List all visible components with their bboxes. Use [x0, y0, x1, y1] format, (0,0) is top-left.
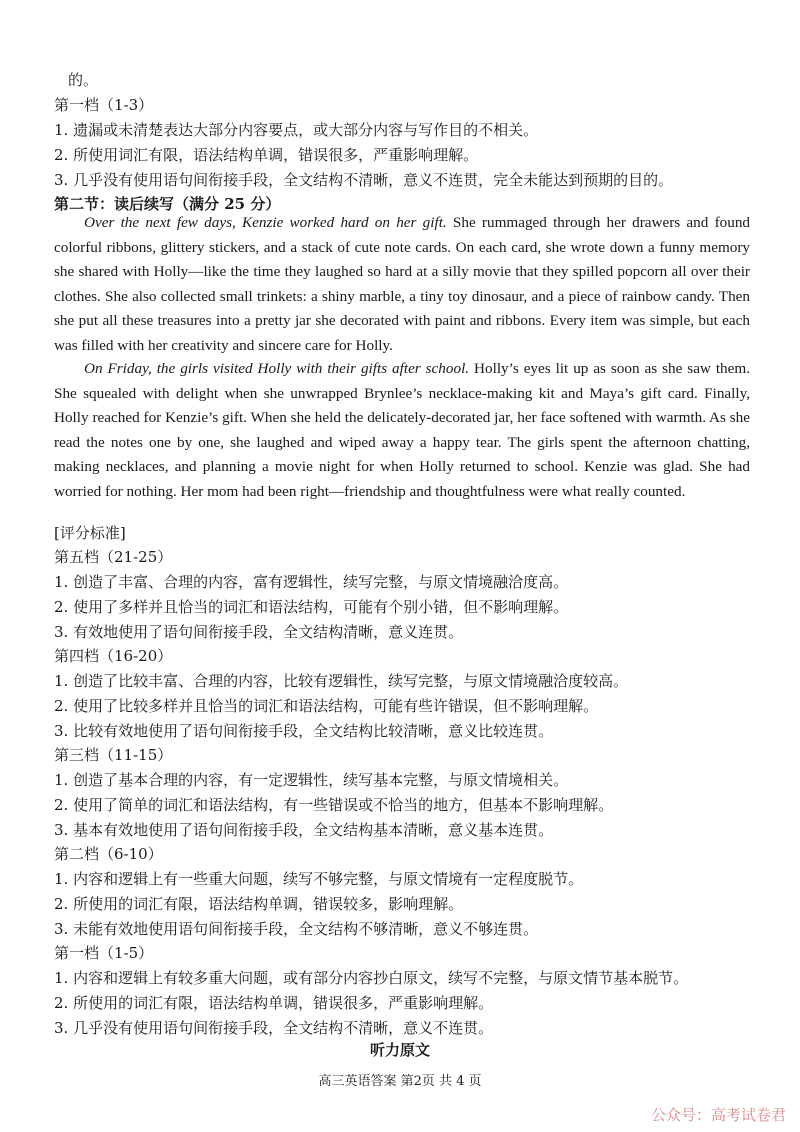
criteria-item: 3. 有效地使用了语句间衔接手段，全文结构清晰，意义连贯。 — [54, 623, 464, 641]
story-paragraph-1 — [54, 211, 750, 358]
criteria-item: 1. 创造了基本合理的内容，有一定逻辑性，续写基本完整，与原文情境相关。 — [54, 771, 569, 789]
criteria-item: 2. 所使用的词汇有限，语法结构单调，错误很多，严重影响理解。 — [54, 994, 494, 1012]
criteria-label: [评分标准] — [54, 524, 126, 542]
criteria-item: 3. 未能有效地使用语句间衔接手段，全文结构不够清晰，意义不够连贯。 — [54, 920, 539, 938]
criteria-item: 1. 创造了丰富、合理的内容，富有逻辑性，续写完整，与原文情境融洽度高。 — [54, 573, 569, 591]
continuation-text: 的。 — [68, 71, 99, 89]
band-title: 第五档（21-25） — [54, 548, 173, 566]
story-lead-sentence: Over the next few days, Kenzie worked hard on her gift. — [84, 214, 447, 231]
criteria-item: 2. 所使用词汇有限，语法结构单调，错误很多，严重影响理解。 — [54, 146, 479, 164]
criteria-item: 2. 使用了多样并且恰当的词汇和语法结构，可能有个别小错，但不影响理解。 — [54, 598, 569, 616]
story-text: Holly’s eyes lit up as soon as she saw them. She squealed with delight when she unwrapped Brynlee’s necklace-making kit and Maya’s gift card. Finally, Holly reached for Kenzie’s gift. When she held the delicately-decorated jar, her face softened with warmth. As she read the notes one by one, she laughed and wiped away a happy tear. The girls spent the afternoon chatting, making necklaces, and planning a movie night for when Holly returned to school. Kenzie was glad. She had worried for nothing. Her mom had been right—friendship and thoughtfulness were what really counted. — [54, 360, 750, 500]
listening-heading: 听力原文 — [369, 1041, 430, 1059]
watermark: 公众号：高考试卷君 — [650, 1106, 786, 1124]
criteria-item: 3. 几乎没有使用语句间衔接手段，全文结构不清晰，意义不连贯，完全未能达到预期的目的。 — [54, 171, 674, 189]
story-paragraph-2 — [54, 357, 750, 504]
criteria-item: 2. 使用了简单的词汇和语法结构，有一些错误或不恰当的地方，但基本不影响理解。 — [54, 796, 614, 814]
criteria-item: 1. 内容和逻辑上有一些重大问题，续写不够完整，与原文情境有一定程度脱节。 — [54, 870, 584, 888]
band-title: 第四档（16-20） — [54, 647, 173, 665]
story-lead-sentence: On Friday, the girls visited Holly with their gifts after school. — [84, 360, 470, 377]
criteria-item: 1. 创造了比较丰富、合理的内容，比较有逻辑性，续写完整，与原文情境融洽度较高。 — [54, 672, 629, 690]
criteria-item: 3. 比较有效地使用了语句间衔接手段，全文结构比较清晰，意义比较连贯。 — [54, 722, 554, 740]
band-title: 第一档（1-5） — [54, 944, 154, 962]
band-title: 第二档（6-10） — [54, 845, 163, 863]
criteria-item: 3. 基本有效地使用了语句间衔接手段，全文结构基本清晰，意义基本连贯。 — [54, 821, 554, 839]
criteria-item: 1. 遗漏或未清楚表达大部分内容要点，或大部分内容与写作目的不相关。 — [54, 121, 539, 139]
section-heading: 第二节：读后续写（满分 25 分） — [54, 195, 281, 213]
criteria-item: 3. 几乎没有使用语句间衔接手段，全文结构不清晰，意义不连贯。 — [54, 1019, 494, 1037]
criteria-item: 1. 内容和逻辑上有较多重大问题，或有部分内容抄白原文，续写不完整，与原文情节基本脱节。 — [54, 969, 689, 987]
page-footer: 高三英语答案 第2页 共 4 页 — [318, 1074, 482, 1089]
criteria-item: 2. 所使用的词汇有限，语法结构单调，错误较多，影响理解。 — [54, 895, 464, 913]
story-text: She rummaged through her drawers and found colorful ribbons, glittery stickers, and a stack of cute note cards. On each card, she wrote down a funny memory she shared with Holly—like the time they laughed so hard at a silly movie that they spilled popcorn all over their clothes. She also collected small trinkets: a shiny marble, a tiny toy dinosaur, and a piece of rainbow candy. Then she put all these treasures into a pretty jar she decorated with paint and ribbons. Every item was simple, but each was filled with her creativity and sincere care for Holly. — [54, 214, 751, 354]
band-title: 第一档（1-3） — [54, 96, 154, 114]
criteria-item: 2. 使用了比较多样并且恰当的词汇和语法结构，可能有些许错误，但不影响理解。 — [54, 697, 599, 715]
band-title: 第三档（11-15） — [54, 746, 173, 764]
